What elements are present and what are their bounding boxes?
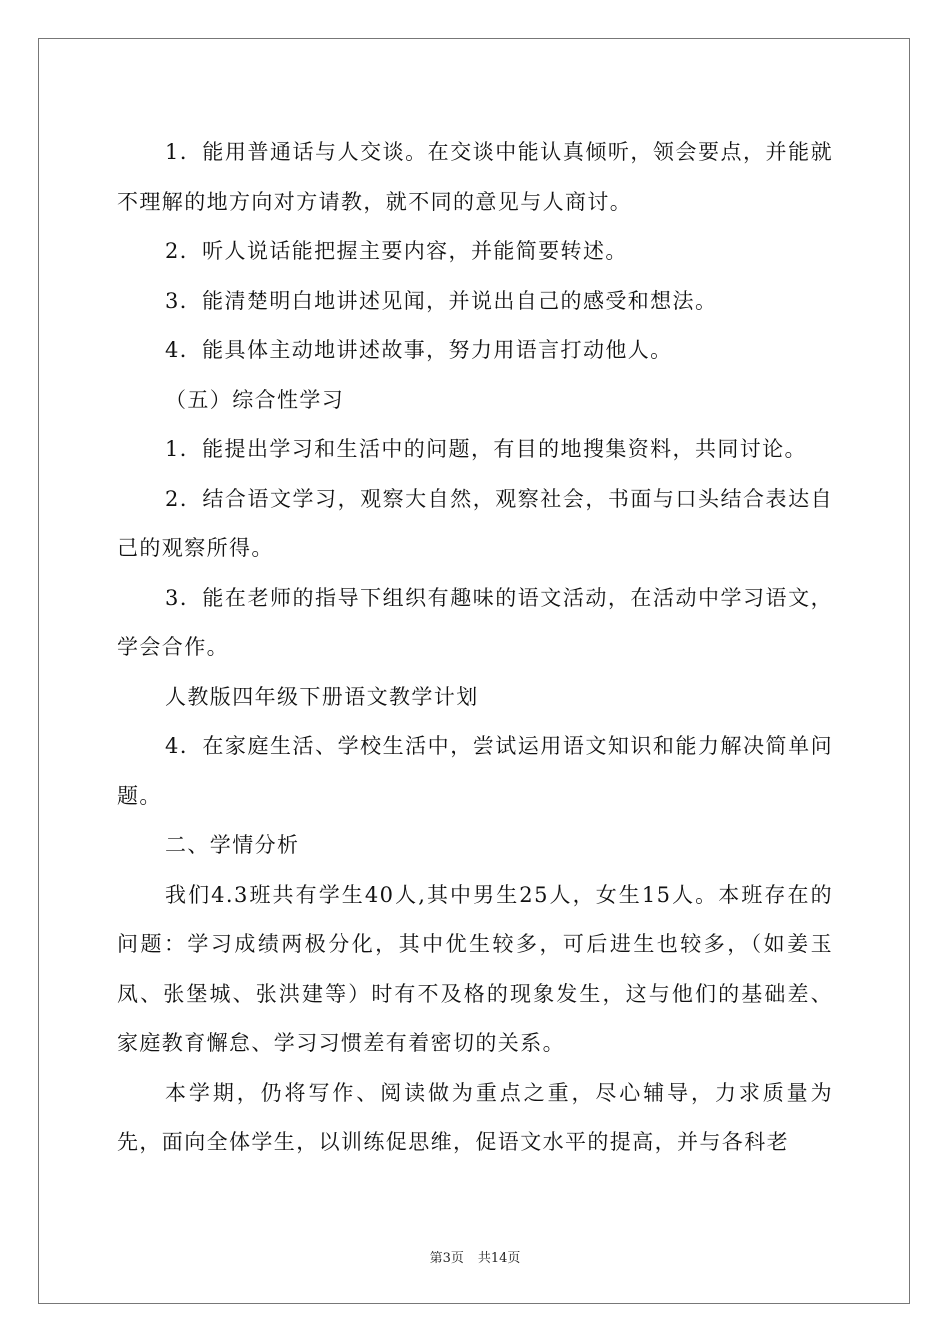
paragraph: 本学期，仍将写作、阅读做为重点之重，尽心辅导，力求质量为先，面向全体学生，以训练促思维，促语文水平的提高，并与各科老 [117, 1080, 833, 1154]
paragraph: 4．在家庭生活、学校生活中，尝试运用语文知识和能力解决简单问题。 [117, 734, 833, 808]
paragraph: 3．能在老师的指导下组织有趣味的语文活动，在活动中学习语文，学会合作。 [117, 585, 833, 659]
document-title-line: 人教版四年级下册语文教学计划 [165, 684, 479, 709]
paragraph: 我们4.3班共有学生40人,其中男生25人，女生15人。本班存在的问题：学习成绩两极分化，其中优生较多，可后进生也较多，（如姜玉凤、张堡城、张洪建等）时有不及格的现象发生，这与他们的基础差、家庭教育懈怠、学习习惯差有着密切的关系。 [117, 882, 833, 1055]
paragraph: 4．能具体主动地讲述故事，努力用语言打动他人。 [165, 338, 673, 362]
paragraph: 2．结合语文学习，观察大自然，观察社会，书面与口头结合表达自己的观察所得。 [117, 486, 833, 560]
section-heading: 二、学情分析 [165, 833, 300, 857]
paragraph: 1．能提出学习和生活中的问题，有目的地搜集资料，共同讨论。 [165, 437, 807, 461]
section-heading: （五）综合性学习 [165, 387, 345, 412]
paragraph: 3．能清楚明白地讲述见闻，并说出自己的感受和想法。 [165, 288, 718, 313]
paragraph: 1．能用普通话与人交谈。在交谈中能认真倾听，领会要点，并能就不理解的地方向对方请教，就不同的意见与人商讨。 [117, 140, 833, 214]
page-number: 第3页 [429, 1251, 464, 1266]
document-body [117, 128, 833, 1168]
page-footer [0, 1247, 950, 1266]
page-total: 共14页 [477, 1251, 521, 1266]
paragraph: 2．听人说话能把握主要内容，并能简要转述。 [165, 239, 628, 263]
